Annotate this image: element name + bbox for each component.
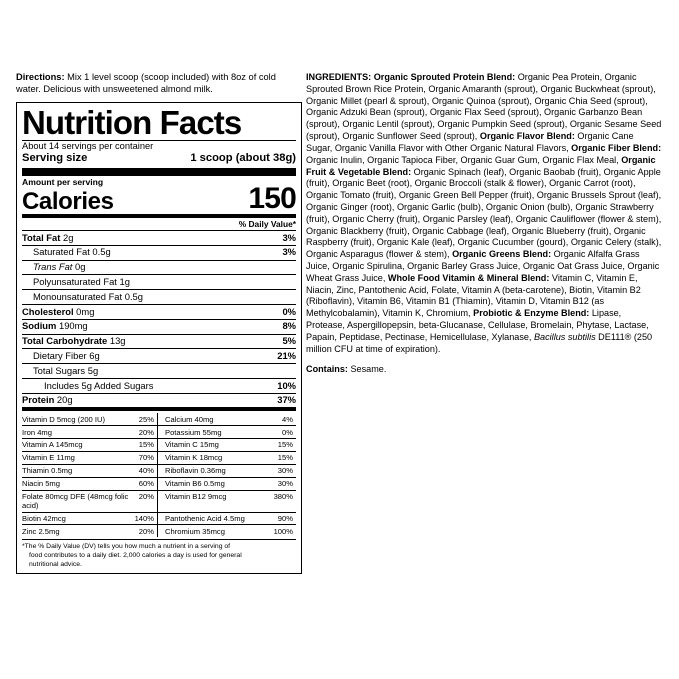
nutrient-row: [22, 320, 296, 334]
flavor-blend-label: Organic Flavor Blend:: [479, 131, 575, 142]
nutrient-daily-value: 8%: [282, 320, 296, 332]
nutrient-daily-value: 21%: [277, 349, 296, 361]
micronutrient-daily-value: 20%: [131, 426, 157, 439]
micronutrient-daily-value: 0%: [266, 426, 296, 439]
micronutrient-daily-value: 60%: [131, 478, 157, 491]
micronutrient-name: Vitamin K 18mcg: [157, 452, 266, 465]
nutrient-label: Cholesterol 0mg: [22, 305, 95, 317]
fiber-blend-text: Organic Inulin, Organic Tapioca Fiber, Organic Guar Gum, Organic Flax Meal,: [306, 154, 622, 165]
nutrient-row: [22, 290, 296, 304]
micronutrient-daily-value: 25%: [131, 413, 157, 426]
ingredients-paragraph: [306, 72, 662, 356]
footnote-line-3: nutritional advice.: [29, 560, 82, 568]
micronutrient-name: Thiamin 0.5mg: [22, 465, 131, 478]
micronutrient-name: Calcium 40mg: [157, 413, 266, 426]
nutrient-row: [22, 231, 296, 245]
footnote-line-1: *The % Daily Value (DV) tells you how much a nutrient in a serving of: [22, 543, 231, 551]
micronutrient-daily-value: 30%: [266, 465, 296, 478]
nutrient-row: [22, 261, 296, 275]
protein-blend-text: Organic Pea Protein, Organic Sprouted Brown Rice Protein, Organic Amaranth (sprout), Organic Buckwheat (sprout), Organic Millet (pearl & sprout), Organic Quinoa (sprout), Organic Chia Seed (sprout), Organic Adzuki Bean (sprout), Organic Flax Seed (sprout), Organic Garbanzo Bean (sprout), Organic Lentil (sprout), Organic Pumpkin Seed (sprout), Organic Sesame Seed (sprout), Organic Sunflower Seed (sprout),: [306, 72, 662, 142]
nutrition-facts-panel: [16, 102, 302, 575]
micronutrient-name: Chromium 35mcg: [157, 525, 266, 537]
micronutrient-daily-value: 100%: [273, 526, 293, 536]
serving-size-value: 1 scoop (about 38g): [190, 152, 296, 165]
micronutrient-daily-value: 70%: [131, 452, 157, 465]
greens-blend-label: Organic Greens Blend:: [452, 249, 552, 260]
micronutrient-name: Folate 80mcg DFE (48mcg folic acid): [22, 491, 131, 513]
nutrient-label: Total Carbohydrate 13g: [22, 335, 126, 347]
nutrient-label: Dietary Fiber 6g: [33, 349, 100, 361]
micronutrient-daily-value: 380%: [266, 491, 296, 513]
nutrient-daily-value: 0%: [282, 305, 296, 317]
nutrient-label: Monounsaturated Fat 0.5g: [33, 290, 143, 302]
footnote-line-2: food contributes to a daily diet. 2,000 calories a day is used for general: [29, 552, 242, 559]
directions-text: [16, 72, 302, 96]
divider-thick: [22, 168, 296, 176]
nutrient-daily-value: 5%: [282, 335, 296, 347]
protein-blend-label: Organic Sprouted Protein Blend:: [373, 72, 516, 82]
nutrient-label: Sodium 190mg: [22, 320, 88, 332]
fiber-blend-label: Organic Fiber Blend:: [571, 142, 662, 153]
micronutrient-name: Vitamin E 11mg: [22, 452, 131, 465]
vitamin-mineral-blend-text: Vitamin C, Vitamin E, Niacin, Zinc, Pantothenic Acid, Folate, Vitamin A (beta-carotene), Biotin, Vitamin B2 (Riboflavin), Vitamin B6, Vitamin B1 (Thiamin), Vitamin D, Vitamin B12 (as Methylcobalamin), Vitamin K, Chromium,: [306, 272, 641, 319]
bacillus-subtilis-detail: DE111® (250 million CFU at time of expiration).: [306, 331, 653, 354]
fruit-vegetable-blend-label: Organic Fruit & Vegetable Blend:: [306, 154, 656, 177]
nutrient-daily-value: 10%: [277, 379, 296, 391]
micronutrient-daily-value: 15%: [266, 439, 296, 452]
micronutrient-daily-value: 15%: [131, 439, 157, 452]
micronutrient-daily-value: 90%: [266, 513, 296, 526]
serving-size-row: [22, 152, 296, 167]
contains-paragraph: [306, 364, 662, 376]
nutrient-row: [22, 335, 296, 349]
amount-per-serving-label: Amount per serving: [22, 177, 104, 188]
vitamin-mineral-blend-label: Whole Food Vitamin & Mineral Blend:: [387, 272, 550, 283]
micronutrient-name: Vitamin C 15mg: [157, 439, 266, 452]
calories-row: [22, 184, 296, 214]
fruit-vegetable-blend-text: Organic Spinach (leaf), Organic Baobab (fruit), Organic Apple (fruit), Organic Beet (root), Organic Broccoli (stalk & flower), Organic Carrot (root), Organic Tomato (fruit), Organic Green Bell Pepper (fruit), Organic Brussels Sprout (leaf), Organic Ginger (root), Organic Garlic (bulb), Organic Onion (bulb), Organic Strawberry (fruit), Organic Cherry (fruit), Organic Parsley (leaf), Organic Cauliflower (flower & stem), Organic Blackberry (fruit), Organic Cabbage (leaf), Organic Blueberry (fruit), Organic Raspberry (fruit), Organic Kale (leaf), Organic Cucumber (gourd), Organic Celery (stalk), Organic Asparagus (flower & stem),: [306, 166, 662, 260]
probiotic-enzyme-blend-label: Probiotic & Enzyme Blend:: [473, 308, 590, 319]
contains-text: Sesame.: [347, 363, 387, 374]
daily-value-header: % Daily Value*: [238, 219, 296, 230]
nutrient-row: [22, 364, 296, 378]
left-column: [16, 72, 302, 574]
micronutrient-name: Vitamin A 145mcg: [22, 439, 131, 452]
nutrient-row: [22, 305, 296, 319]
ingredients-heading: INGREDIENTS:: [306, 72, 372, 82]
calories-value: 150: [248, 182, 296, 216]
nutrient-label: Total Fat 2g: [22, 231, 74, 243]
nutrient-label: Polyunsaturated Fat 1g: [33, 276, 130, 288]
nutrient-daily-value: 37%: [277, 394, 296, 406]
nutrient-row: [22, 394, 296, 408]
bacillus-subtilis-name: Bacillus subtilis: [533, 331, 596, 342]
micronutrient-name: Vitamin B6 0.5mg: [157, 478, 266, 491]
directions-label: Directions:: [16, 72, 65, 82]
greens-blend-text: Organic Alfalfa Grass Juice, Organic Spirulina, Organic Barley Grass Juice, Organic Oat Grass Juice, Organic Wheat Grass Juice,: [306, 249, 660, 283]
contains-label: Contains:: [306, 363, 348, 374]
micronutrient-daily-value: 20%: [131, 491, 157, 513]
nutrient-row: [22, 246, 296, 260]
daily-value-footnote: [22, 540, 296, 569]
nutrient-label: Total Sugars 5g: [33, 364, 99, 376]
ingredients-column: [306, 72, 662, 383]
directions-body: Mix 1 level scoop (scoop included) with 8oz of cold water. Delicious with unsweetened almond milk.: [16, 72, 276, 94]
flavor-blend-text: Organic Cane Sugar, Organic Vanilla Flavor with Other Organic Natural Flavors,: [306, 131, 634, 153]
micronutrient-name: Riboflavin 0.36mg: [157, 465, 266, 478]
micronutrient-daily-value: 20%: [138, 526, 154, 536]
micronutrient-daily-value: 15%: [266, 452, 296, 465]
nutrient-label: Saturated Fat 0.5g: [33, 246, 111, 258]
nutrient-row: [22, 379, 296, 393]
micronutrient-daily-value: 4%: [266, 413, 296, 426]
nutrient-row: [22, 349, 296, 363]
micronutrient-name: Zinc 2.5mg: [22, 526, 60, 536]
micronutrient-daily-value: 30%: [266, 478, 296, 491]
nutrient-label: Includes 5g Added Sugars: [44, 379, 154, 391]
probiotic-enzyme-blend-text: Lipase, Protease, Aspergillopepsin, beta-Glucanase, Cellulase, Bromelain, Phytase, Lactase, Papain, Peptidase, Pectinase, Hemicellulase, Xylanase,: [306, 308, 649, 342]
serving-size-label: Serving size: [22, 152, 88, 165]
nutrition-facts-title: Nutrition Facts: [22, 103, 242, 141]
micronutrient-daily-value: 140%: [131, 513, 157, 526]
nutrient-daily-value: 3%: [282, 231, 296, 243]
micronutrient-name: Niacin 5mg: [22, 478, 131, 491]
nutrient-label: Protein 20g: [22, 394, 73, 406]
servings-per-container: About 14 servings per container: [22, 141, 154, 152]
micronutrient-daily-value: 40%: [131, 465, 157, 478]
micronutrient-table: [22, 411, 296, 537]
micronutrient-name: Biotin 42mcg: [22, 513, 131, 526]
nutrient-row: [22, 275, 296, 289]
calories-label: Calories: [22, 187, 114, 215]
micronutrient-name: Potassium 55mg: [157, 426, 266, 439]
micronutrient-name: Vitamin D 5mcg (200 IU): [22, 413, 131, 426]
nutrient-daily-value: 3%: [282, 246, 296, 258]
micronutrient-name: Iron 4mg: [22, 426, 131, 439]
nutrient-rows: [22, 231, 296, 407]
nutrient-label: Trans Fat 0g: [33, 261, 86, 273]
micronutrient-name: Vitamin B12 9mcg: [157, 491, 266, 513]
micronutrient-name: Pantothenic Acid 4.5mg: [157, 513, 266, 526]
